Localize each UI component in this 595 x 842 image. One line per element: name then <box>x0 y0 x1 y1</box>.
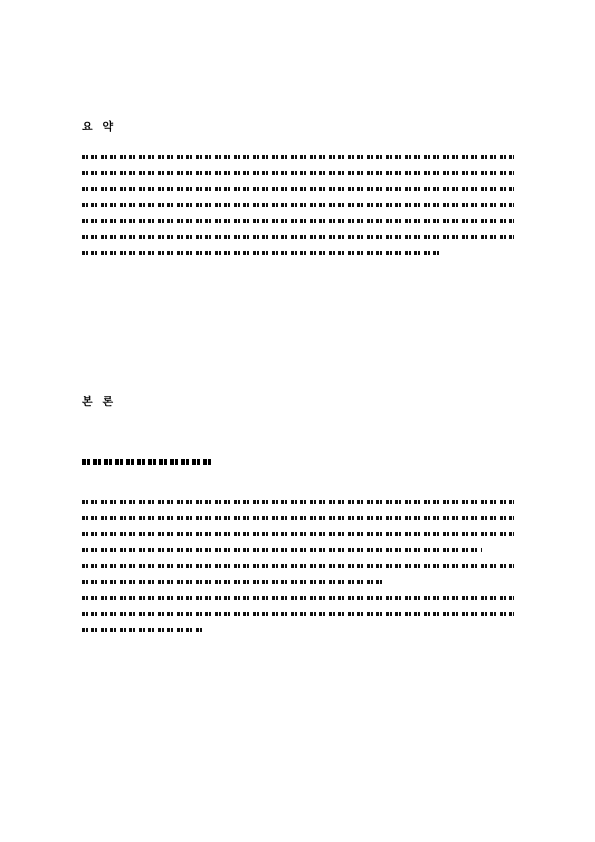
section-heading-main: 본 론 <box>82 395 117 408</box>
text-line <box>82 219 514 223</box>
text-line <box>82 612 514 616</box>
text-line <box>82 171 514 175</box>
text-line <box>82 628 202 632</box>
text-line <box>82 187 514 191</box>
text-line <box>82 596 514 600</box>
text-line <box>82 516 514 520</box>
text-line <box>82 155 514 159</box>
text-line <box>82 203 514 207</box>
text-line <box>82 564 514 568</box>
text-line <box>82 500 514 504</box>
text-line <box>82 235 514 239</box>
text-line <box>82 548 482 552</box>
text-line <box>82 580 382 584</box>
text-line <box>82 251 442 255</box>
main-paragraph <box>82 500 514 644</box>
summary-paragraph <box>82 155 514 267</box>
text-line <box>82 532 514 536</box>
section-heading-summary: 요 약 <box>82 120 117 133</box>
main-subheading <box>82 459 212 465</box>
